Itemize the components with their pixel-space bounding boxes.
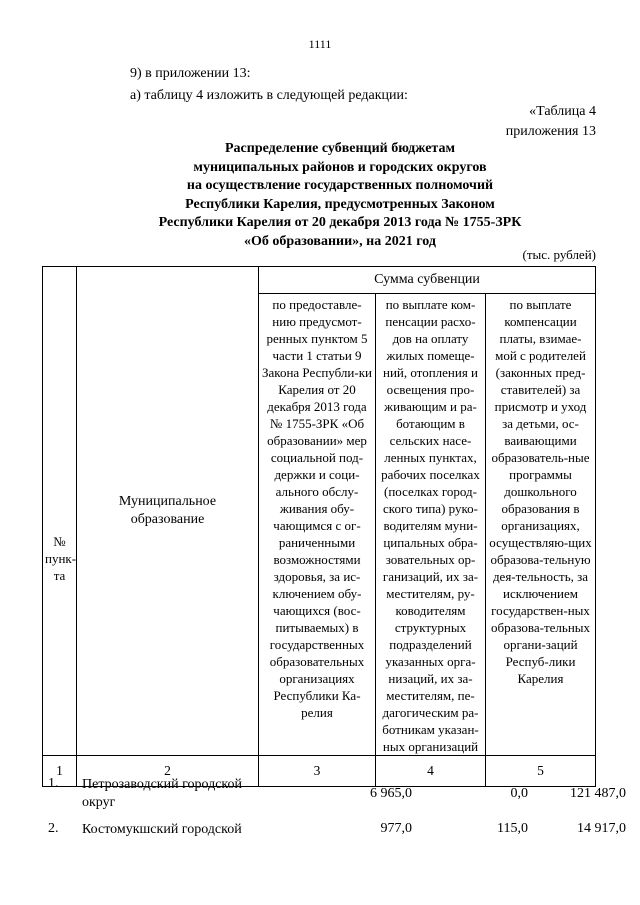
intro-line-2: а) таблицу 4 изложить в следующей редакции: [130, 88, 408, 103]
row-value-col3: 6 965,0 [370, 786, 412, 801]
title-line: муниципальных районов и городских округов [193, 159, 487, 175]
row-municipality: Петрозаводский городской округ [82, 777, 243, 810]
header-col3: по предоставле-нию предусмот-ренных пунктом 5 части 1 статьи 9 Закона Республи-ки Карелия от 20 декабря 2013 года № 1755-ЗРК «Об образовании» мер социальной под-держки и соци-ального обслу-живания обу-чающимся с ог-раниченными возможностями здоровья, за ис-ключением обу-чающихся (вос-питываемых) в государственных образовательных организациях Республики Ка-релия [259, 294, 376, 756]
page-number: 1111 [308, 37, 332, 51]
title-line: Республики Карелия, предусмотренных Законом [185, 196, 495, 212]
col-number-4: 4 [376, 756, 486, 787]
table-ref-line-1: «Таблица 4 [529, 104, 596, 119]
intro-line-1: 9) в приложении 13: [130, 66, 251, 81]
table-title [60, 140, 620, 251]
header-municipality: Муниципальное образование [77, 267, 259, 756]
row-value-col5: 14 917,0 [577, 821, 626, 836]
subvention-table [42, 266, 596, 787]
title-line: Республики Карелия от 20 декабря 2013 года № 1755-ЗРК [158, 215, 522, 230]
title-line: «Об образовании», на 2021 год [244, 233, 436, 249]
row-number: 1. [48, 776, 59, 791]
col-number-2: 2 [77, 756, 259, 787]
row-value-col4: 0,0 [510, 786, 528, 801]
header-number: № пунк-та [43, 267, 77, 756]
row-value-col5: 121 487,0 [570, 786, 626, 801]
table-ref-line-2: приложения 13 [505, 124, 596, 139]
row-value-col3: 977,0 [380, 821, 412, 836]
units-label: (тыс. рублей) [522, 247, 596, 262]
col-number-1: 1 [43, 756, 77, 787]
row-number: 2. [48, 821, 59, 836]
title-line: на осуществление государственных полномочий [186, 178, 494, 193]
header-col5: по выплате компенсации платы, взимае-мой с родителей (законных пред-ставителей) за присмотр и уход за детьми, ос-ваивающими образователь-ные программы дошкольного образования в организациях, осуществляю-щих образова-тельную дея-тельность, за исключением государствен-ных образова-тельных органи-заций Респуб-лики Карелия [486, 294, 596, 756]
table-row [42, 776, 626, 816]
row-municipality: Костомукшский городской [82, 822, 242, 837]
table-row [42, 821, 626, 843]
row-value-col4: 115,0 [497, 821, 528, 836]
col-number-5: 5 [486, 756, 596, 787]
header-sum: Сумма субвенции [259, 267, 596, 294]
title-line: Распределение субвенций бюджетам [225, 141, 455, 156]
header-col4: по выплате ком-пенсации расхо-дов на оплату жилых помеще-ний, отопления и освещения про-живающим и ра-ботающим в сельских насе-ленных пунктах, рабочих поселках (поселках город-ского типа) руко-водителям муни-ципальных обра-зовательных ор-ганизаций, их за-местителям, ру-ководителям структурных подразделений указанных орга-низаций, их за-местителям, пе-дагогическим ра-ботникам указан-ных организаций [376, 294, 486, 756]
col-number-3: 3 [259, 756, 376, 787]
